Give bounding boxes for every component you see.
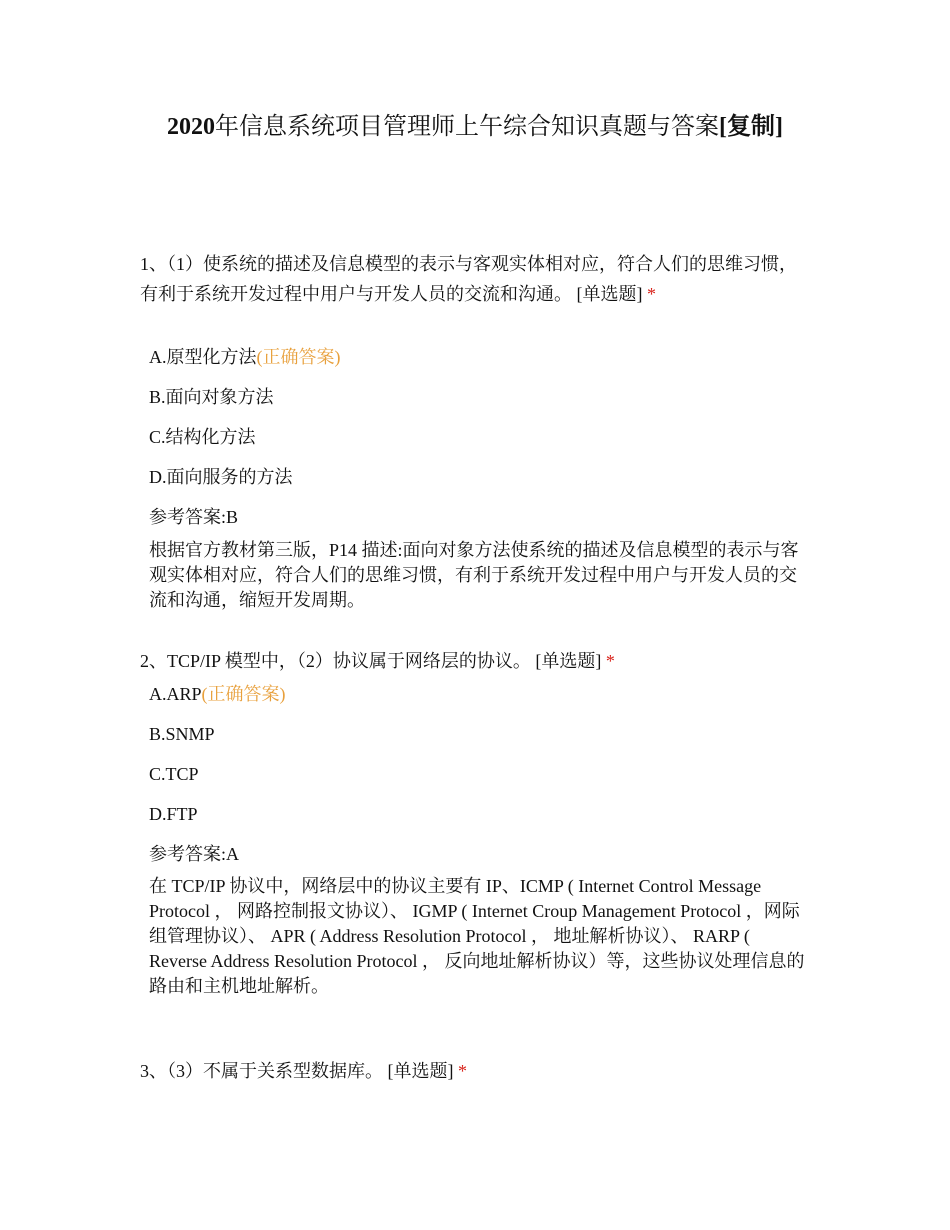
- option-label: A.原型化方法: [149, 347, 257, 367]
- question-1: [140, 249, 812, 610]
- question-text: （3）不属于关系型数据库。: [167, 1061, 383, 1081]
- question-3: [140, 1056, 812, 1086]
- required-mark: *: [647, 284, 656, 304]
- option-label: D.面向服务的方法: [149, 467, 293, 487]
- question-number: 1、: [140, 254, 167, 274]
- title-text: 年信息系统项目管理师上午综合知识真题与答案: [215, 114, 719, 140]
- reference-answer: 参考答案:A: [149, 844, 239, 864]
- question-number: 2、: [140, 651, 167, 671]
- option-b[interactable]: [149, 385, 274, 409]
- answer-explanation: 根据官方教材第三版，P14 描述:面向对象方法使系统的描述及信息模型的表示与客观实体相对应，符合人们的思维习惯，有利于系统开发过程中用户与开发人员的交流和沟通，缩短开发周期。: [149, 540, 799, 610]
- option-a[interactable]: [149, 345, 341, 369]
- document-title: [0, 110, 950, 144]
- option-b[interactable]: [149, 722, 215, 746]
- answer-explanation: 在 TCP/IP 协议中，网络层中的协议主要有 IP、ICMP ( Internet Control Message Protocol ， 网路控制报文协议）、 IGMP ( Internet Croup Management Protocol ，网际组管理协议）、 APR ( Address Resolution Protocol ， 地址解析协议）、 RARP ( Reverse Address Resolution Protocol ， 反向地址解析协议）等，这些协议处理信息的路由和主机地址解析。: [149, 876, 805, 996]
- option-label: A.ARP: [149, 684, 202, 704]
- option-label: B.SNMP: [149, 724, 215, 744]
- question-type: [单选题]: [576, 284, 643, 304]
- title-suffix: [复制]: [719, 114, 783, 140]
- option-d[interactable]: [149, 802, 198, 826]
- question-type: [单选题]: [535, 651, 602, 671]
- question-stem: [140, 1056, 812, 1086]
- option-label: C.结构化方法: [149, 427, 256, 447]
- correct-answer-tag: (正确答案): [256, 347, 341, 367]
- question-text: （1）使系统的描述及信息模型的表示与客观实体相对应，符合人们的思维习惯，有利于系统开发过程中用户与开发人员的交流和沟通。: [140, 254, 797, 304]
- question-stem: [140, 249, 812, 309]
- option-label: C.TCP: [149, 764, 199, 784]
- option-a[interactable]: [149, 682, 286, 706]
- question-stem: [140, 646, 812, 676]
- title-year: 2020: [167, 114, 215, 140]
- option-c[interactable]: [149, 762, 199, 786]
- reference-answer: 参考答案:B: [149, 507, 239, 527]
- question-2: [140, 646, 812, 996]
- option-c[interactable]: [149, 425, 256, 449]
- required-mark: *: [458, 1061, 467, 1081]
- required-mark: *: [605, 651, 615, 671]
- option-label: B.面向对象方法: [149, 387, 274, 407]
- question-type: [单选题]: [387, 1061, 454, 1081]
- option-label: D.FTP: [149, 804, 198, 824]
- option-d[interactable]: [149, 465, 293, 489]
- correct-answer-tag: (正确答案): [201, 684, 286, 704]
- question-number: 3、: [140, 1061, 167, 1081]
- question-text: TCP/IP 模型中，（2）协议属于网络层的协议。: [167, 651, 531, 671]
